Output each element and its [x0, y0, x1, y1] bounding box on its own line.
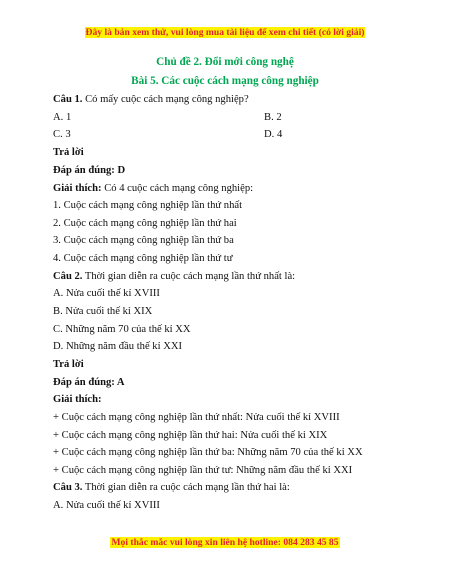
q2-list-item: + Cuộc cách mạng công nghiệp lần thứ tư: Những năm đầu thế kỉ XXI: [53, 465, 353, 476]
q1-option-c: C. 3: [53, 129, 71, 140]
question-2: [53, 271, 295, 282]
question-1-label: Câu 1.: [53, 94, 83, 105]
q2-explanation: [53, 394, 102, 405]
question-1: [53, 94, 249, 105]
q2-answer-heading: [53, 359, 84, 370]
preview-notice-text: Đây là bản xem thử, vui lòng mua tài liệu để xem chi tiết (có lời giải): [85, 27, 365, 38]
q1-explanation: [53, 183, 253, 194]
q2-list-item: + Cuộc cách mạng công nghiệp lần thứ hai: Nửa cuối thế kỉ XIX: [53, 430, 328, 441]
q2-explanation-label: Giải thích:: [53, 394, 102, 405]
q1-option-b: B. 2: [264, 112, 282, 123]
question-3: [53, 482, 290, 493]
q1-explanation-text: Có 4 cuộc cách mạng công nghiệp:: [101, 183, 254, 194]
q1-list-item: 2. Cuộc cách mạng công nghiệp lần thứ hai: [53, 218, 237, 229]
question-3-label: Câu 3.: [53, 482, 83, 493]
preview-notice-banner: [0, 27, 450, 38]
q1-option-d: D. 4: [264, 129, 283, 140]
q2-option-b: B. Nửa cuối thế kỉ XIX: [53, 306, 153, 317]
q2-correct-answer-text: Đáp án đúng: A: [53, 377, 125, 388]
q2-option-c: C. Những năm 70 của thế kỉ XX: [53, 324, 191, 335]
q2-option-a: A. Nửa cuối thế kỉ XVIII: [53, 288, 160, 299]
q1-answer-heading: [53, 147, 84, 158]
q1-correct-answer: [53, 165, 125, 176]
q1-explanation-label: Giải thích:: [53, 183, 102, 194]
topic-heading: Chủ đề 2. Đổi mới công nghệ: [156, 56, 294, 68]
q2-correct-answer: [53, 377, 125, 388]
q2-list-item: + Cuộc cách mạng công nghiệp lần thứ nhất: Nửa cuối thế kỉ XVIII: [53, 412, 340, 423]
q2-list-item: + Cuộc cách mạng công nghiệp lần thứ ba: Những năm 70 của thế kỉ XX: [53, 447, 363, 458]
q1-correct-answer-text: Đáp án đúng: D: [53, 165, 126, 176]
question-2-text: Thời gian diễn ra cuộc cách mạng lần thứ nhất là:: [82, 271, 296, 282]
hotline-banner: [0, 537, 450, 548]
question-2-label: Câu 2.: [53, 271, 83, 282]
q1-list-item: 4. Cuộc cách mạng công nghiệp lần thứ tư: [53, 253, 233, 264]
question-3-text: Thời gian diễn ra cuộc cách mạng lần thứ hai là:: [82, 482, 290, 493]
q3-option-a: A. Nửa cuối thế kỉ XVIII: [53, 500, 160, 511]
q2-option-d: D. Những năm đầu thế kỉ XXI: [53, 341, 183, 352]
q1-option-a: A. 1: [53, 112, 72, 123]
question-1-text: Có mấy cuộc cách mạng công nghiệp?: [82, 94, 249, 105]
q1-list-item: 1. Cuộc cách mạng công nghiệp lần thứ nhất: [53, 200, 243, 211]
q1-answer-heading-text: Trả lời: [53, 147, 84, 158]
q2-answer-heading-text: Trả lời: [53, 359, 84, 370]
hotline-text: Mọi thắc mắc vui lòng xin liên hệ hotline: 084 283 45 85: [111, 537, 339, 548]
lesson-heading: Bài 5. Các cuộc cách mạng công nghiệp: [131, 75, 319, 87]
q1-list-item: 3. Cuộc cách mạng công nghiệp lần thứ ba: [53, 235, 234, 246]
